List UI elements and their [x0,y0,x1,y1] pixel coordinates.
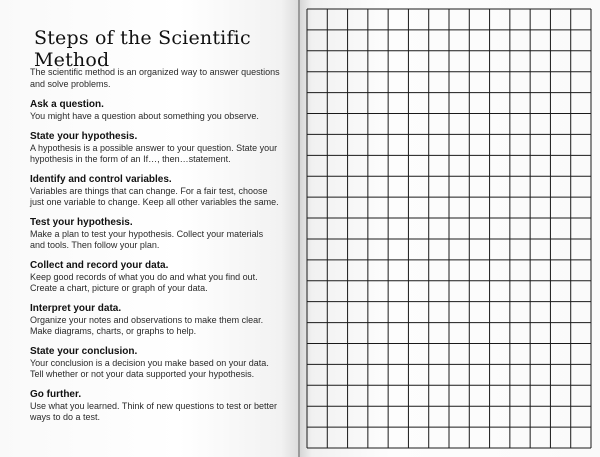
step-identify-variables [30,173,280,209]
step-heading: State your conclusion. [30,345,138,357]
step-heading: Collect and record your data. [30,259,169,271]
step-test-hypothesis [30,216,280,252]
step-collect-data [30,259,280,295]
step-heading: State your hypothesis. [30,130,138,142]
step-state-hypothesis [30,130,280,166]
step-heading: Test your hypothesis. [30,216,133,228]
graph-paper-grid [306,8,592,449]
step-text: Organize your notes and observations to make them clear. Make diagrams, charts, or graphs to help. [30,314,264,336]
step-state-conclusion [30,345,280,381]
step-heading: Identify and control variables. [30,173,172,185]
step-go-further [30,388,280,424]
step-heading: Ask a question. [30,99,104,110]
step-text: A hypothesis is a possible answer to your question. State your hypothesis in the form of an If…, then…statement. [30,142,278,164]
step-heading: Go further. [30,388,82,400]
steps-content [30,67,280,431]
page-title: Steps of the Scientific Method [34,27,251,71]
step-text: Variables are things that can change. For a fair test, choose just one variable to change. Keep all other variables the same. [30,185,279,207]
left-page [0,0,299,457]
step-text: Make a plan to test your hypothesis. Collect your materials and tools. Then follow your plan. [30,228,264,250]
step-text: You might have a question about something you observe. [30,111,259,121]
step-heading: Interpret your data. [30,302,122,314]
step-text: Your conclusion is a decision you make based on your data. Tell whether or not your data supported your hypothesis. [30,357,269,379]
step-ask-question [30,98,280,123]
step-text: Use what you learned. Think of new questions to test or better ways to do a test. [30,400,277,422]
step-text: Keep good records of what you do and what you find out. Create a chart, picture or graph of your data. [30,271,258,293]
intro-paragraph: The scientific method is an organized way to answer questions and solve problems. [30,67,280,89]
step-interpret-data [30,302,280,338]
